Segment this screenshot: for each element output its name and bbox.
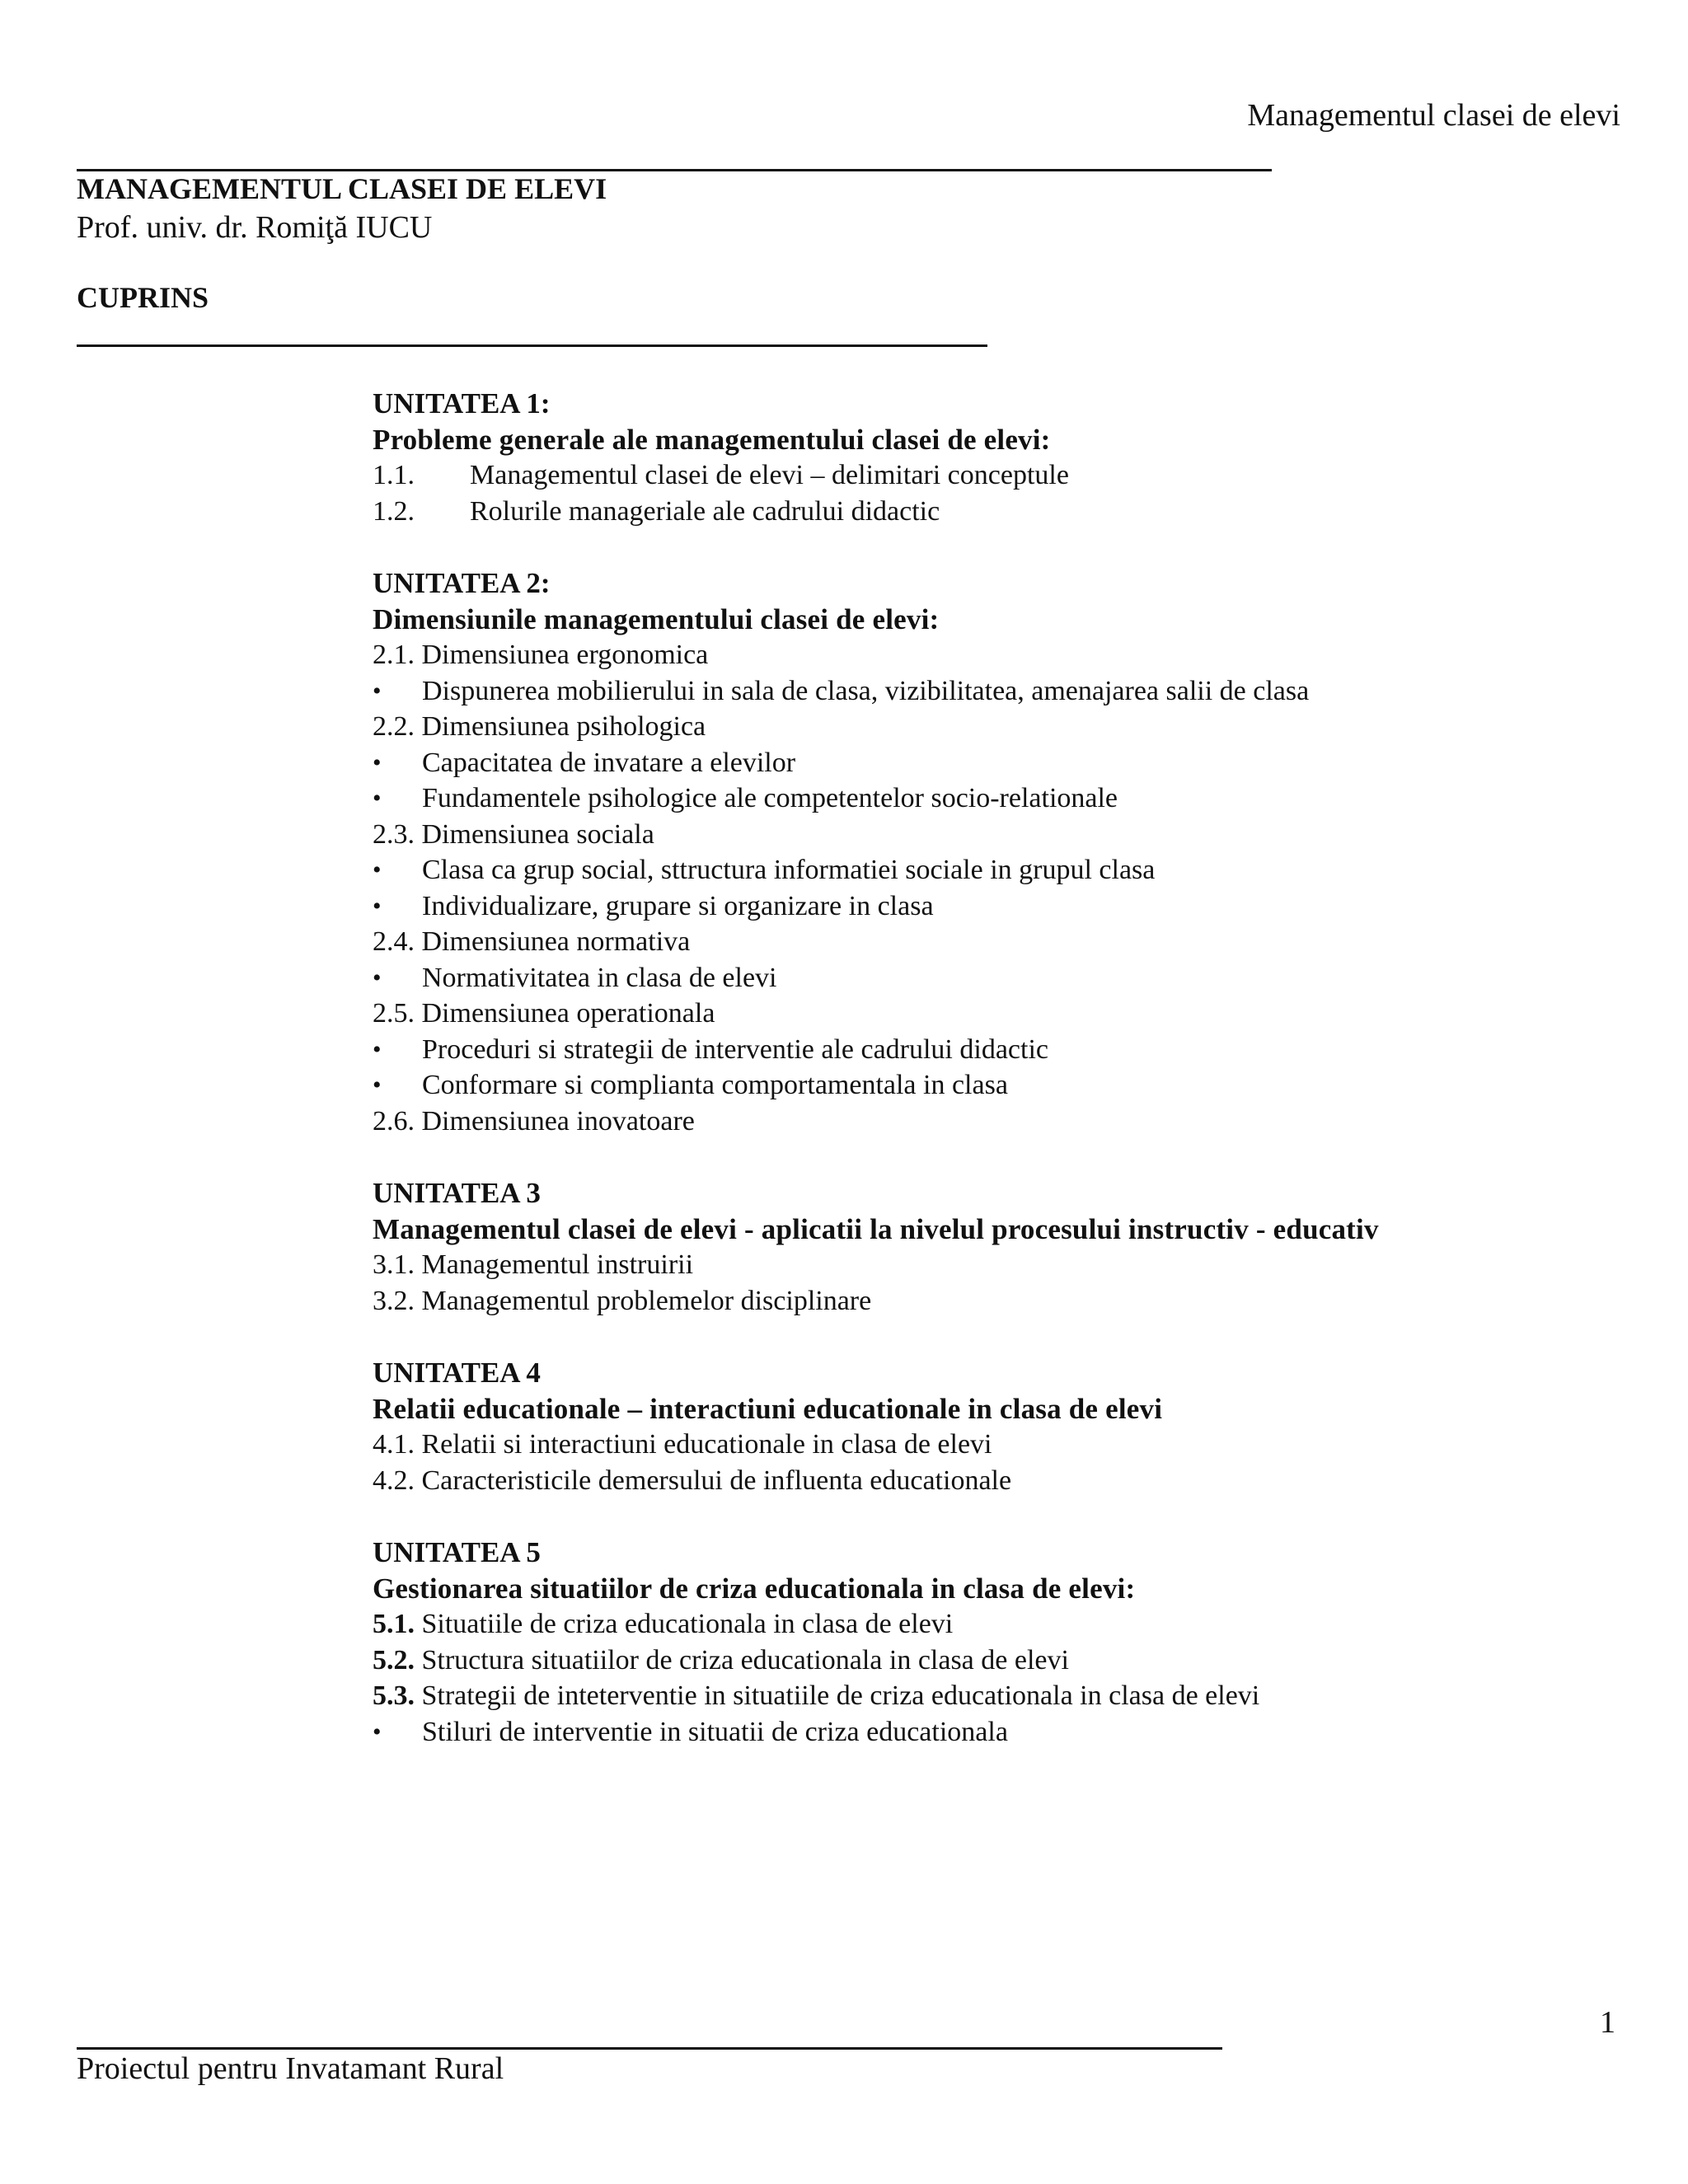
toc-unit [373, 565, 1526, 1139]
unit-title: Relatii educationale – interactiuni educationale in clasa de elevi [373, 1392, 1163, 1425]
document-title: MANAGEMENTUL CLASEI DE ELEVI [77, 172, 607, 205]
bullet-icon: • [373, 1718, 382, 1746]
item-number: 1.1. [373, 460, 415, 490]
item-text: Structura situatiilor de criza educationala in clasa de elevi [415, 1644, 1069, 1675]
toc-subsection: 4.1. Relatii si interactiuni educationale in clasa de elevi [373, 1429, 992, 1460]
toc-numbered-item [373, 1678, 1526, 1714]
item-text: Fundamentele psihologice ale competentelor socio-relationale [422, 783, 1118, 813]
unit-title: Managementul clasei de elevi - aplicatii la nivelul procesului instructiv - educativ [373, 1212, 1379, 1245]
toc-bullet-item [373, 673, 1526, 710]
running-header: Managementul clasei de elevi [1247, 98, 1620, 133]
table-of-contents [373, 386, 1526, 1786]
bullet-icon: • [373, 856, 382, 883]
item-text: Strategii de inteterventie in situatiile de criza educationala in clasa de elevi [415, 1680, 1260, 1711]
toc-numbered-item [373, 457, 1526, 494]
item-text: Dispunerea mobilierului in sala de clasa, vizibilitatea, amenajarea salii de clasa [422, 675, 1310, 706]
toc-bullet-item [373, 780, 1526, 817]
toc-subsection: 2.5. Dimensiunea operationala [373, 998, 715, 1029]
toc-numbered-item [373, 494, 1526, 530]
item-text: Situatiile de criza educationala in clasa de elevi [415, 1609, 954, 1639]
toc-unit [373, 1175, 1526, 1319]
item-text: Rolurile manageriale ale cadrului didactic [470, 495, 940, 527]
unit-label: UNITATEA 4 [373, 1357, 541, 1389]
bullet-icon: • [373, 892, 382, 920]
toc-unit [373, 1535, 1526, 1750]
unit-title: Probleme generale ale managementului clasei de elevi: [373, 423, 1051, 456]
bullet-icon: • [373, 748, 382, 776]
toc-subsection: 2.1. Dimensiunea ergonomica [373, 640, 709, 670]
bullet-icon: • [373, 963, 382, 991]
unit-title: Dimensiunile managementului clasei de elevi: [373, 602, 940, 635]
item-text: Individualizare, grupare si organizare in clasa [422, 890, 934, 921]
page-number: 1 [1600, 2005, 1615, 2040]
document-author: Prof. univ. dr. Romiţă IUCU [77, 210, 433, 245]
toc-subsection: 2.4. Dimensiunea normativa [373, 926, 691, 957]
item-number: 1.2. [373, 495, 415, 527]
item-text: Capacitatea de invatare a elevilor [422, 747, 796, 778]
toc-heading: CUPRINS [77, 281, 209, 314]
unit-label: UNITATEA 3 [373, 1177, 541, 1209]
item-text: Normativitatea in clasa de elevi [422, 962, 777, 993]
toc-unit [373, 386, 1526, 529]
toc-subsection: 2.6. Dimensiunea inovatoare [373, 1105, 695, 1137]
item-text: Stiluri de interventie in situatii de criza educationala [422, 1716, 1008, 1747]
toc-subsection: 3.1. Managementul instruirii [373, 1249, 694, 1280]
unit-title: Gestionarea situatiilor de criza educationala in clasa de elevi: [373, 1572, 1136, 1605]
toc-unit [373, 1355, 1526, 1498]
toc-bullet-item [373, 888, 1526, 925]
bullet-icon: • [373, 1035, 382, 1063]
toc-bullet-item [373, 745, 1526, 781]
toc-bullet-item [373, 1032, 1526, 1068]
bullet-icon: • [373, 785, 382, 812]
toc-subsection: 3.2. Managementul problemelor disciplinare [373, 1285, 872, 1316]
unit-label: UNITATEA 1: [373, 387, 551, 419]
toc-divider [77, 344, 987, 347]
toc-bullet-item [373, 960, 1526, 996]
item-number: 5.1. [373, 1609, 415, 1639]
item-text: Clasa ca grup social, sttructura informatiei sociale in grupul clasa [422, 855, 1156, 885]
bullet-icon: • [373, 1071, 382, 1099]
item-text: Conformare si complianta comportamentala in clasa [422, 1070, 1008, 1100]
toc-subsection: 4.2. Caracteristicile demersului de influenta educationale [373, 1465, 1012, 1496]
toc-bullet-item [373, 852, 1526, 888]
unit-label: UNITATEA 2: [373, 567, 551, 599]
unit-label: UNITATEA 5 [373, 1536, 541, 1568]
toc-numbered-item [373, 1643, 1526, 1679]
bullet-icon: • [373, 677, 382, 705]
toc-subsection: 2.3. Dimensiunea sociala [373, 818, 654, 850]
item-number: 5.3. [373, 1680, 415, 1711]
toc-bullet-item [373, 1714, 1526, 1750]
toc-bullet-item [373, 1067, 1526, 1104]
toc-subsection: 2.2. Dimensiunea psihologica [373, 711, 706, 742]
item-number: 5.2. [373, 1644, 415, 1675]
toc-numbered-item [373, 1606, 1526, 1643]
item-text: Managementul clasei de elevi – delimitari conceptule [470, 460, 1069, 490]
footer-project-name: Proiectul pentru Invatamant Rural [77, 2051, 504, 2086]
item-text: Proceduri si strategii de interventie ale cadrului didactic [422, 1033, 1048, 1065]
